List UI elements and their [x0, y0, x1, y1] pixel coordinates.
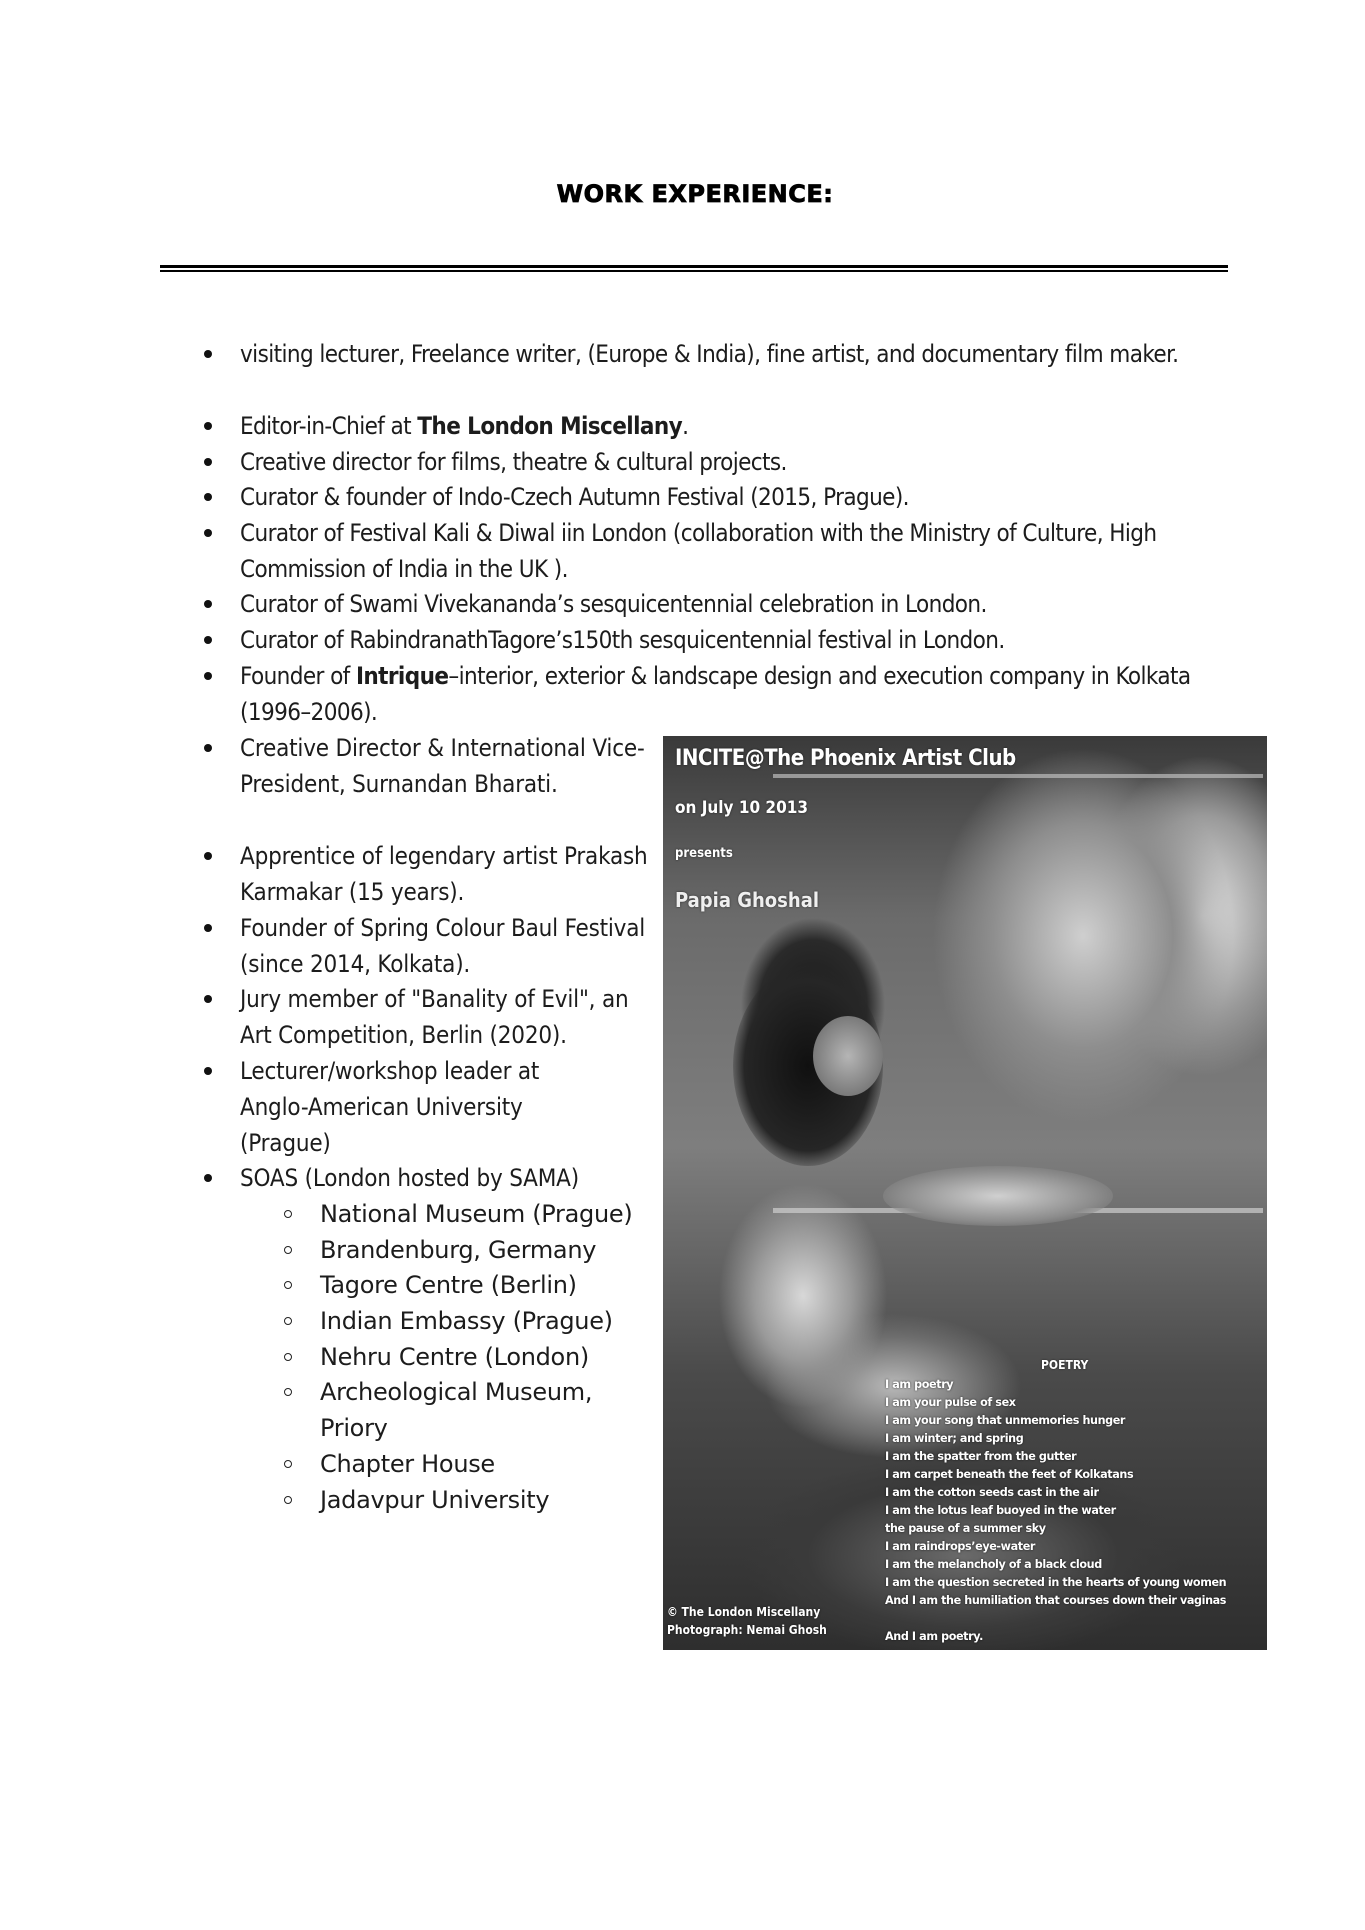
rule-line-top [160, 265, 1228, 268]
item-text: Apprentice of legendary artist Prakash Karmakar (15 years). [240, 842, 648, 906]
list-item [240, 444, 1240, 480]
sub-list-item [320, 1446, 650, 1482]
list-item [240, 658, 1240, 730]
list-item [240, 838, 660, 910]
rule-line-bottom [160, 270, 1228, 272]
hollow-bullet-icon [284, 1388, 292, 1396]
bullet-icon [204, 458, 212, 466]
bullet-icon [204, 995, 212, 1003]
item-text: Curator of RabindranathTagore’s150th sesquicentennial festival in London. [240, 626, 1005, 654]
company-name: Intrique [355, 662, 449, 690]
hollow-bullet-icon [284, 1210, 292, 1218]
sub-list-item [320, 1374, 620, 1446]
bullet-icon [204, 924, 212, 932]
bullet-icon [204, 1067, 212, 1075]
item-text: visiting lecturer, Freelance writer, (Europe & India), fine artist, and documentary film maker. [240, 340, 1179, 368]
venue-text: Tagore Centre (Berlin) [320, 1271, 577, 1299]
poem-line: I am your pulse of sex [885, 1396, 1016, 1409]
hollow-bullet-icon [284, 1496, 292, 1504]
poem-line: I am the lotus leaf buoyed in the water [885, 1504, 1116, 1517]
item-text: Curator of Festival Kali & Diwal iin London (collaboration with the Ministry of Culture, High Commission of India in the UK ). [240, 519, 1157, 583]
item-text: Founder of [240, 662, 356, 690]
poem-line: I am the melancholy of a black cloud [885, 1558, 1102, 1571]
bullet-icon [204, 1174, 212, 1182]
bullet-icon [204, 852, 212, 860]
venue-text: Chapter House [320, 1450, 495, 1478]
list-item [240, 515, 1180, 587]
item-text: Curator & founder of Indo-Czech Autumn Festival (2015, Prague). [240, 483, 909, 511]
poster-artist-name: Papia Ghoshal [675, 888, 819, 912]
list-item [240, 1160, 660, 1196]
poem-title: POETRY [1041, 1358, 1089, 1372]
event-poster-photo [663, 736, 1267, 1650]
venue-text: Brandenburg, Germany [320, 1236, 597, 1264]
list-item [240, 910, 660, 982]
poem-line: I am the question secreted in the hearts of young women [885, 1576, 1227, 1589]
list-item [240, 730, 660, 802]
item-text: Curator of Swami Vivekananda’s sesquicentennial celebration in London. [240, 590, 987, 618]
poem-closing-line: And I am poetry. [885, 1630, 983, 1643]
item-text: Creative Director & International Vice-President, Surnandan Bharati. [240, 734, 645, 798]
hollow-bullet-icon [284, 1353, 292, 1361]
item-text: Editor-in-Chief at [240, 412, 418, 440]
poster-photo-credit: Photograph: Nemai Ghosh [667, 1623, 827, 1637]
poem-stanza-gap [885, 1610, 1226, 1628]
sub-list-item [320, 1267, 650, 1303]
sub-list-item [320, 1232, 650, 1268]
bullet-icon [204, 350, 212, 358]
poem-line: I am raindrops’eye-water [885, 1540, 1036, 1553]
item-text: SOAS (London hosted by SAMA) [240, 1164, 579, 1192]
poster-copyright: © The London Miscellany [667, 1605, 821, 1619]
item-text: Creative director for films, theatre & cultural projects. [240, 448, 787, 476]
double-rule-divider [160, 265, 1228, 272]
list-item [240, 408, 1240, 444]
venue-text: Indian Embassy (Prague) [320, 1307, 613, 1335]
poem-text [885, 1376, 1226, 1646]
hollow-bullet-icon [284, 1317, 292, 1325]
section-title: WORK EXPERIENCE: [556, 180, 834, 208]
publication-name: The London Miscellany [417, 412, 683, 440]
bullet-icon [204, 600, 212, 608]
list-item [240, 622, 1240, 658]
bullet-icon [204, 493, 212, 501]
venue-text: Archeological Museum, Priory [320, 1378, 593, 1442]
list-item [240, 336, 1240, 372]
hollow-bullet-icon [284, 1460, 292, 1468]
palette-shape [883, 1166, 1113, 1226]
bullet-icon [204, 636, 212, 644]
list-item [240, 479, 1240, 515]
sub-list-item [320, 1303, 650, 1339]
item-text: Founder of Spring Colour Baul Festival (since 2014, Kolkata). [240, 914, 646, 978]
sub-list-item [320, 1339, 650, 1375]
hollow-bullet-icon [284, 1281, 292, 1289]
poem-line: I am your song that unmemories hunger [885, 1414, 1126, 1427]
poster-presents: presents [675, 846, 733, 861]
item-text-end: . [682, 412, 689, 440]
venue-text: Nehru Centre (London) [320, 1343, 589, 1371]
bullet-icon [204, 744, 212, 752]
list-item [240, 981, 660, 1053]
sub-list-item [320, 1482, 650, 1518]
poem-line: I am the spatter from the gutter [885, 1450, 1077, 1463]
bullet-icon [204, 422, 212, 430]
artist-face-shape [813, 1016, 883, 1096]
item-text-end: –interior, exterior & landscape design and execution company in Kolkata (1996–2006). [240, 662, 1191, 726]
item-text: Jury member of "Banality of Evil", an Art Competition, Berlin (2020). [240, 985, 629, 1049]
poem-line: the pause of a summer sky [885, 1522, 1046, 1535]
hollow-bullet-icon [284, 1246, 292, 1254]
venue-text: National Museum (Prague) [320, 1200, 633, 1228]
poem-line: And I am the humiliation that courses down their vaginas [885, 1594, 1227, 1607]
poem-line: I am winter; and spring [885, 1432, 1024, 1445]
list-item [240, 586, 1240, 622]
venue-text: Jadavpur University [320, 1486, 550, 1514]
poem-line: I am poetry [885, 1378, 954, 1391]
poem-line: I am the cotton seeds cast in the air [885, 1486, 1099, 1499]
sub-list-item [320, 1196, 650, 1232]
poster-headline: INCITE@The Phoenix Artist Club [675, 746, 1016, 771]
poem-line: I am carpet beneath the feet of Kolkatans [885, 1468, 1134, 1481]
list-item [240, 1053, 580, 1161]
poster-date: on July 10 2013 [675, 798, 808, 818]
item-text: Lecturer/workshop leader at Anglo-American University (Prague) [240, 1057, 540, 1157]
bullet-icon [204, 529, 212, 537]
bullet-icon [204, 672, 212, 680]
